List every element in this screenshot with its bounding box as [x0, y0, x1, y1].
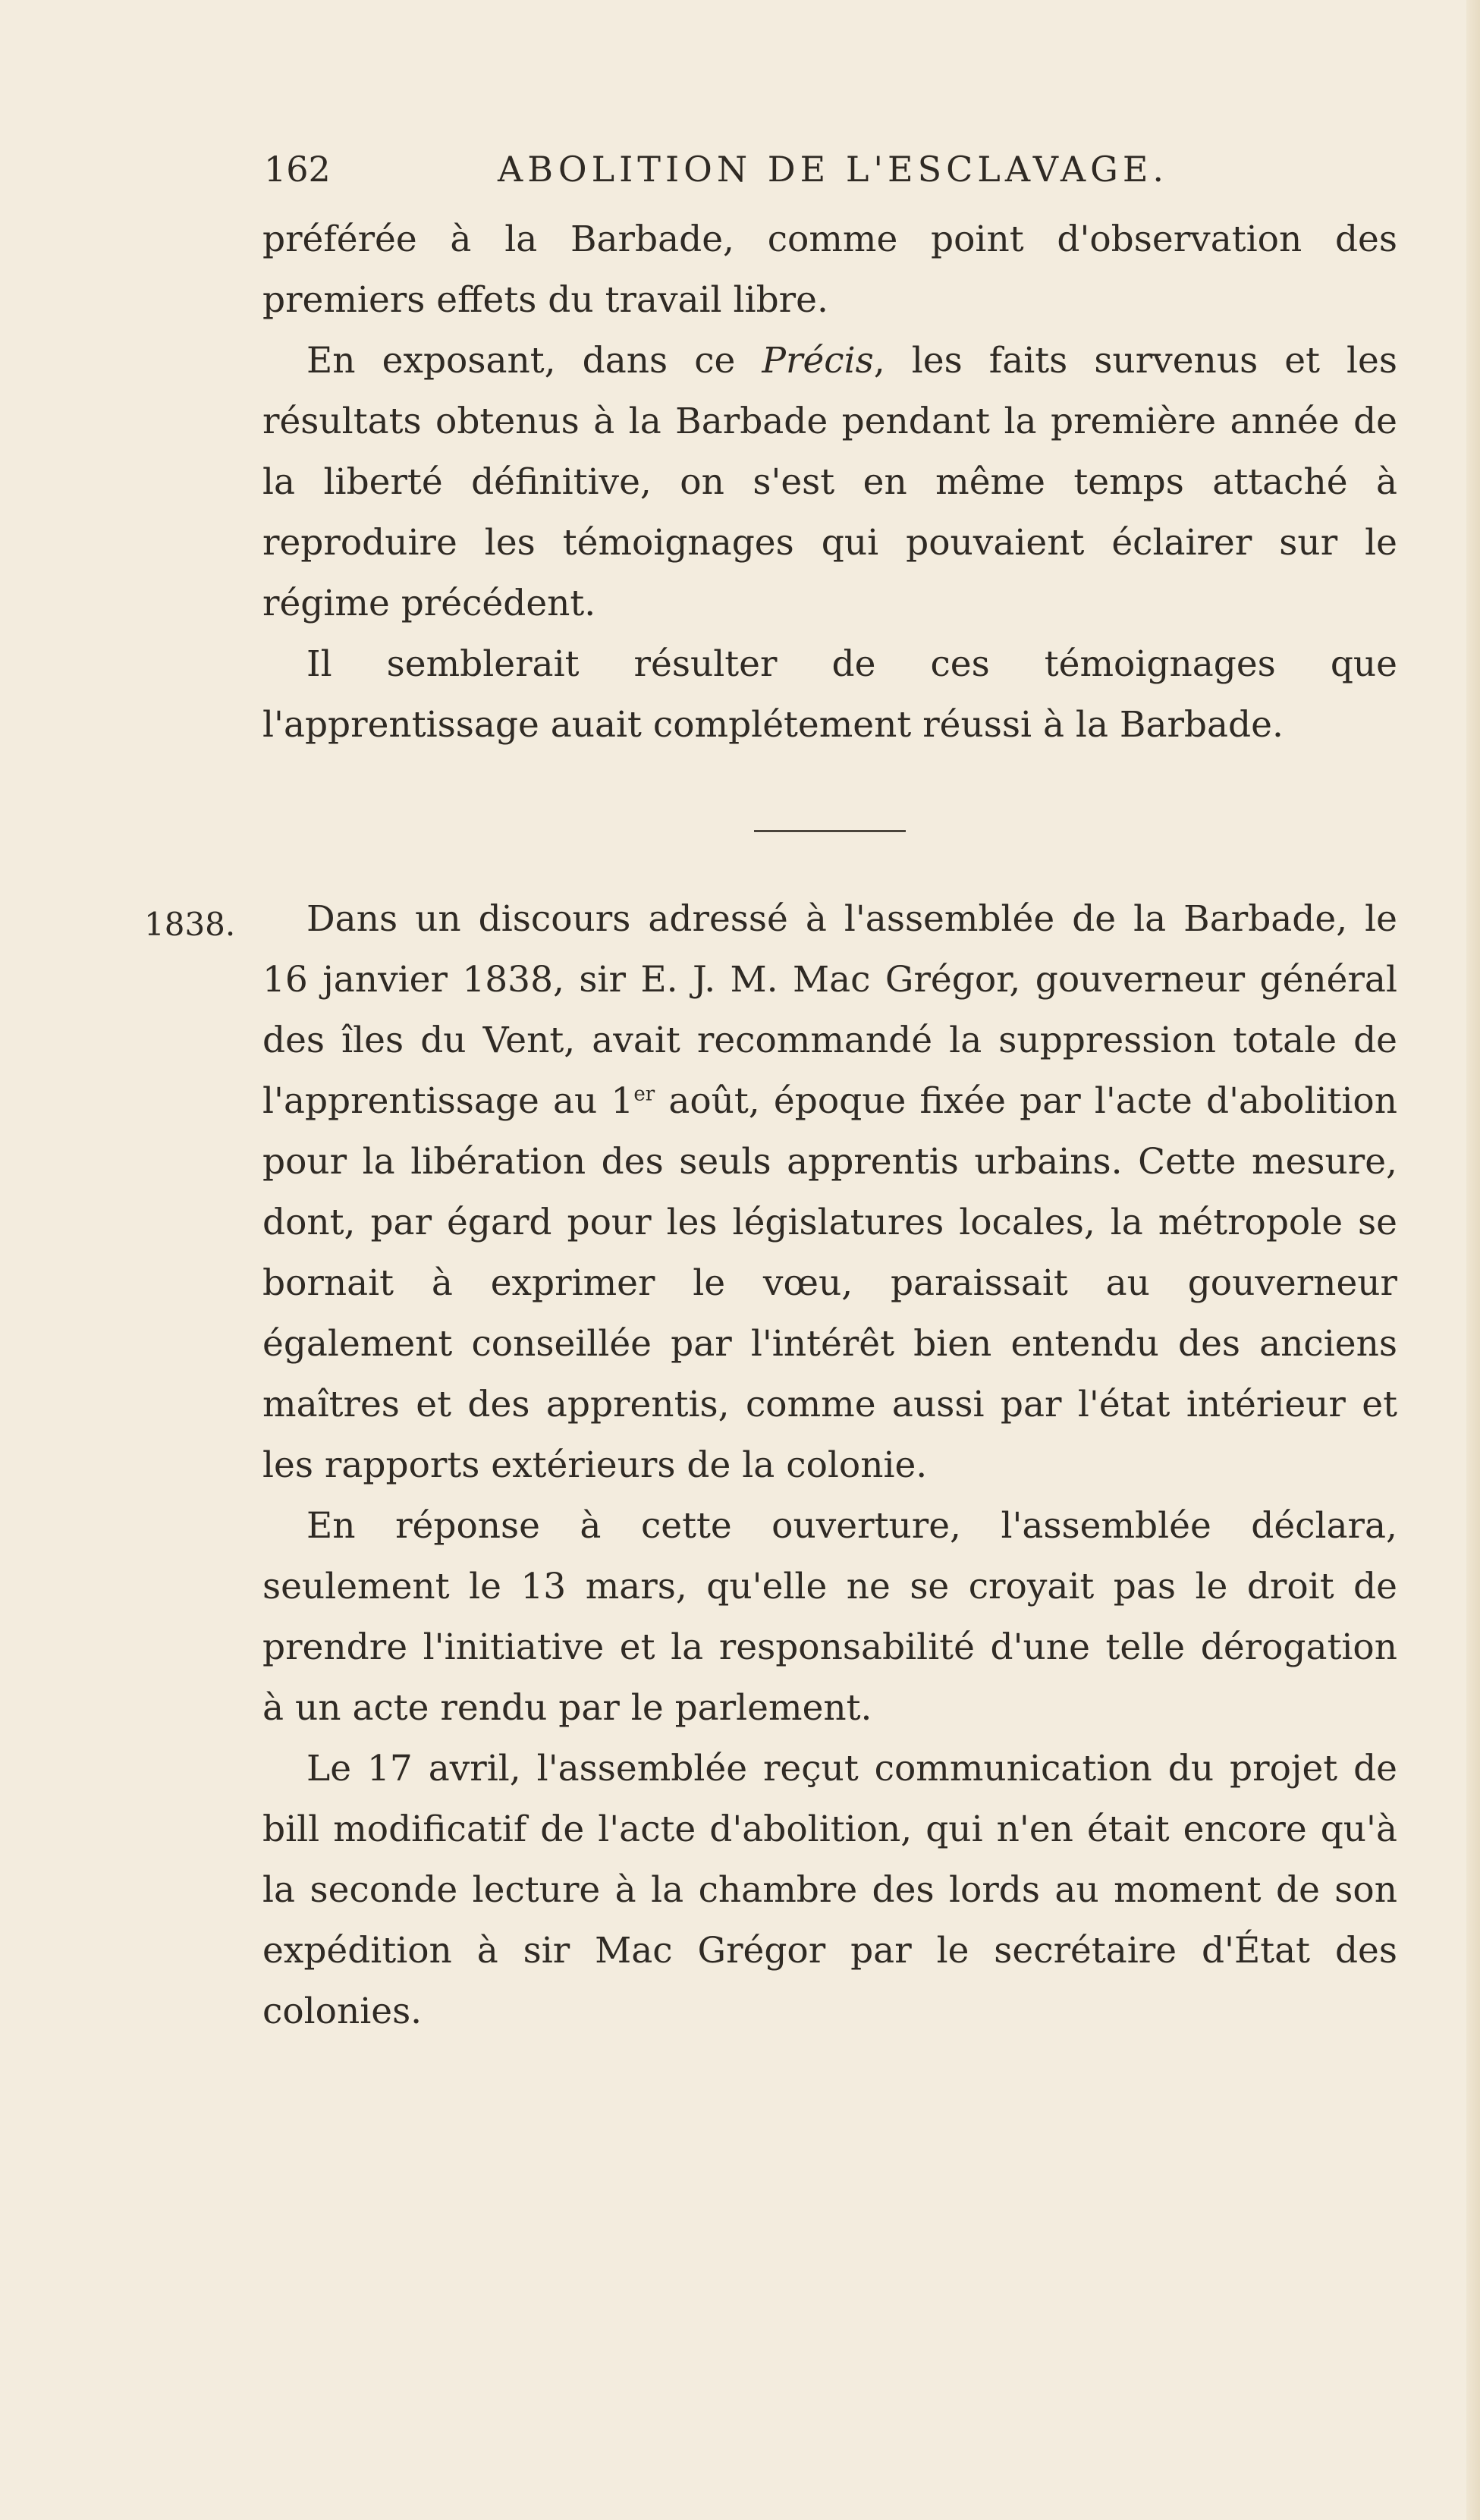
paragraph-precis — [262, 331, 1397, 634]
running-header — [264, 149, 1182, 194]
italic-term: Précis — [762, 340, 874, 382]
paragraph-conclusion: Il semblerait résulter de ces témoignages que l'apprentissage auait complétement réussi à la Barbade. — [262, 643, 1397, 746]
section-divider — [754, 830, 906, 832]
paragraph-text: En exposant, dans ce — [306, 340, 762, 382]
ordinal-superscript: er — [633, 1082, 655, 1106]
paragraph-discours — [262, 889, 1397, 1496]
page-number: 162 — [264, 149, 331, 190]
page-edge — [1466, 0, 1480, 2520]
text-section-1838 — [262, 889, 1397, 2042]
running-head-title: ABOLITION DE L'ESCLAVAGE. — [498, 149, 1169, 190]
margin-date: 1838. — [144, 906, 236, 943]
paragraph-text: août, époque fixée par l'acte d'abolition pour la libération des seuls apprentis urbains. Cette mesure, dont, par égard pour les législatures locales, la métropole se bornait à exprimer le vœu, paraissait au gouverneur également conseillée par l'intérêt bien entendu des anciens maîtres et des apprentis, comme aussi par l'état intérieur et les rapports extérieurs de la colonie. — [262, 1080, 1397, 1486]
paragraph-text: , les faits survenus et les résultats obtenus à la Barbade pendant la première année de la liberté définitive, on s'est en même temps attaché à reproduire les témoignages qui pouvaient éclairer sur le régime précédent. — [262, 340, 1397, 624]
paragraph-text: Dans un discours adressé à l'assemblée de la Barbade, le 16 janvier 1838, sir E. J. M. Mac Grégor, gouverneur général des îles du Vent, avait recommandé la suppression totale de l'apprentissage au 1 — [262, 898, 1397, 1122]
paragraph-reponse: En réponse à cette ouverture, l'assemblée déclara, seulement le 13 mars, qu'elle ne se croyait pas le droit de prendre l'initiative et la responsabilité d'une telle dérogation à un acte rendu par le parlement. — [262, 1505, 1397, 1729]
paragraph-avril: Le 17 avril, l'assemblée reçut communication du projet de bill modificatif de l'acte d'abolition, qui n'en était encore qu'à la seconde lecture à la chambre des lords au moment de son expédition à sir Mac Grégor par le secrétaire d'État des colonies. — [262, 1748, 1397, 2032]
text-section-intro — [262, 209, 1397, 756]
paragraph-continued: préférée à la Barbade, comme point d'observation des premiers effets du travail libre. — [262, 218, 1397, 321]
